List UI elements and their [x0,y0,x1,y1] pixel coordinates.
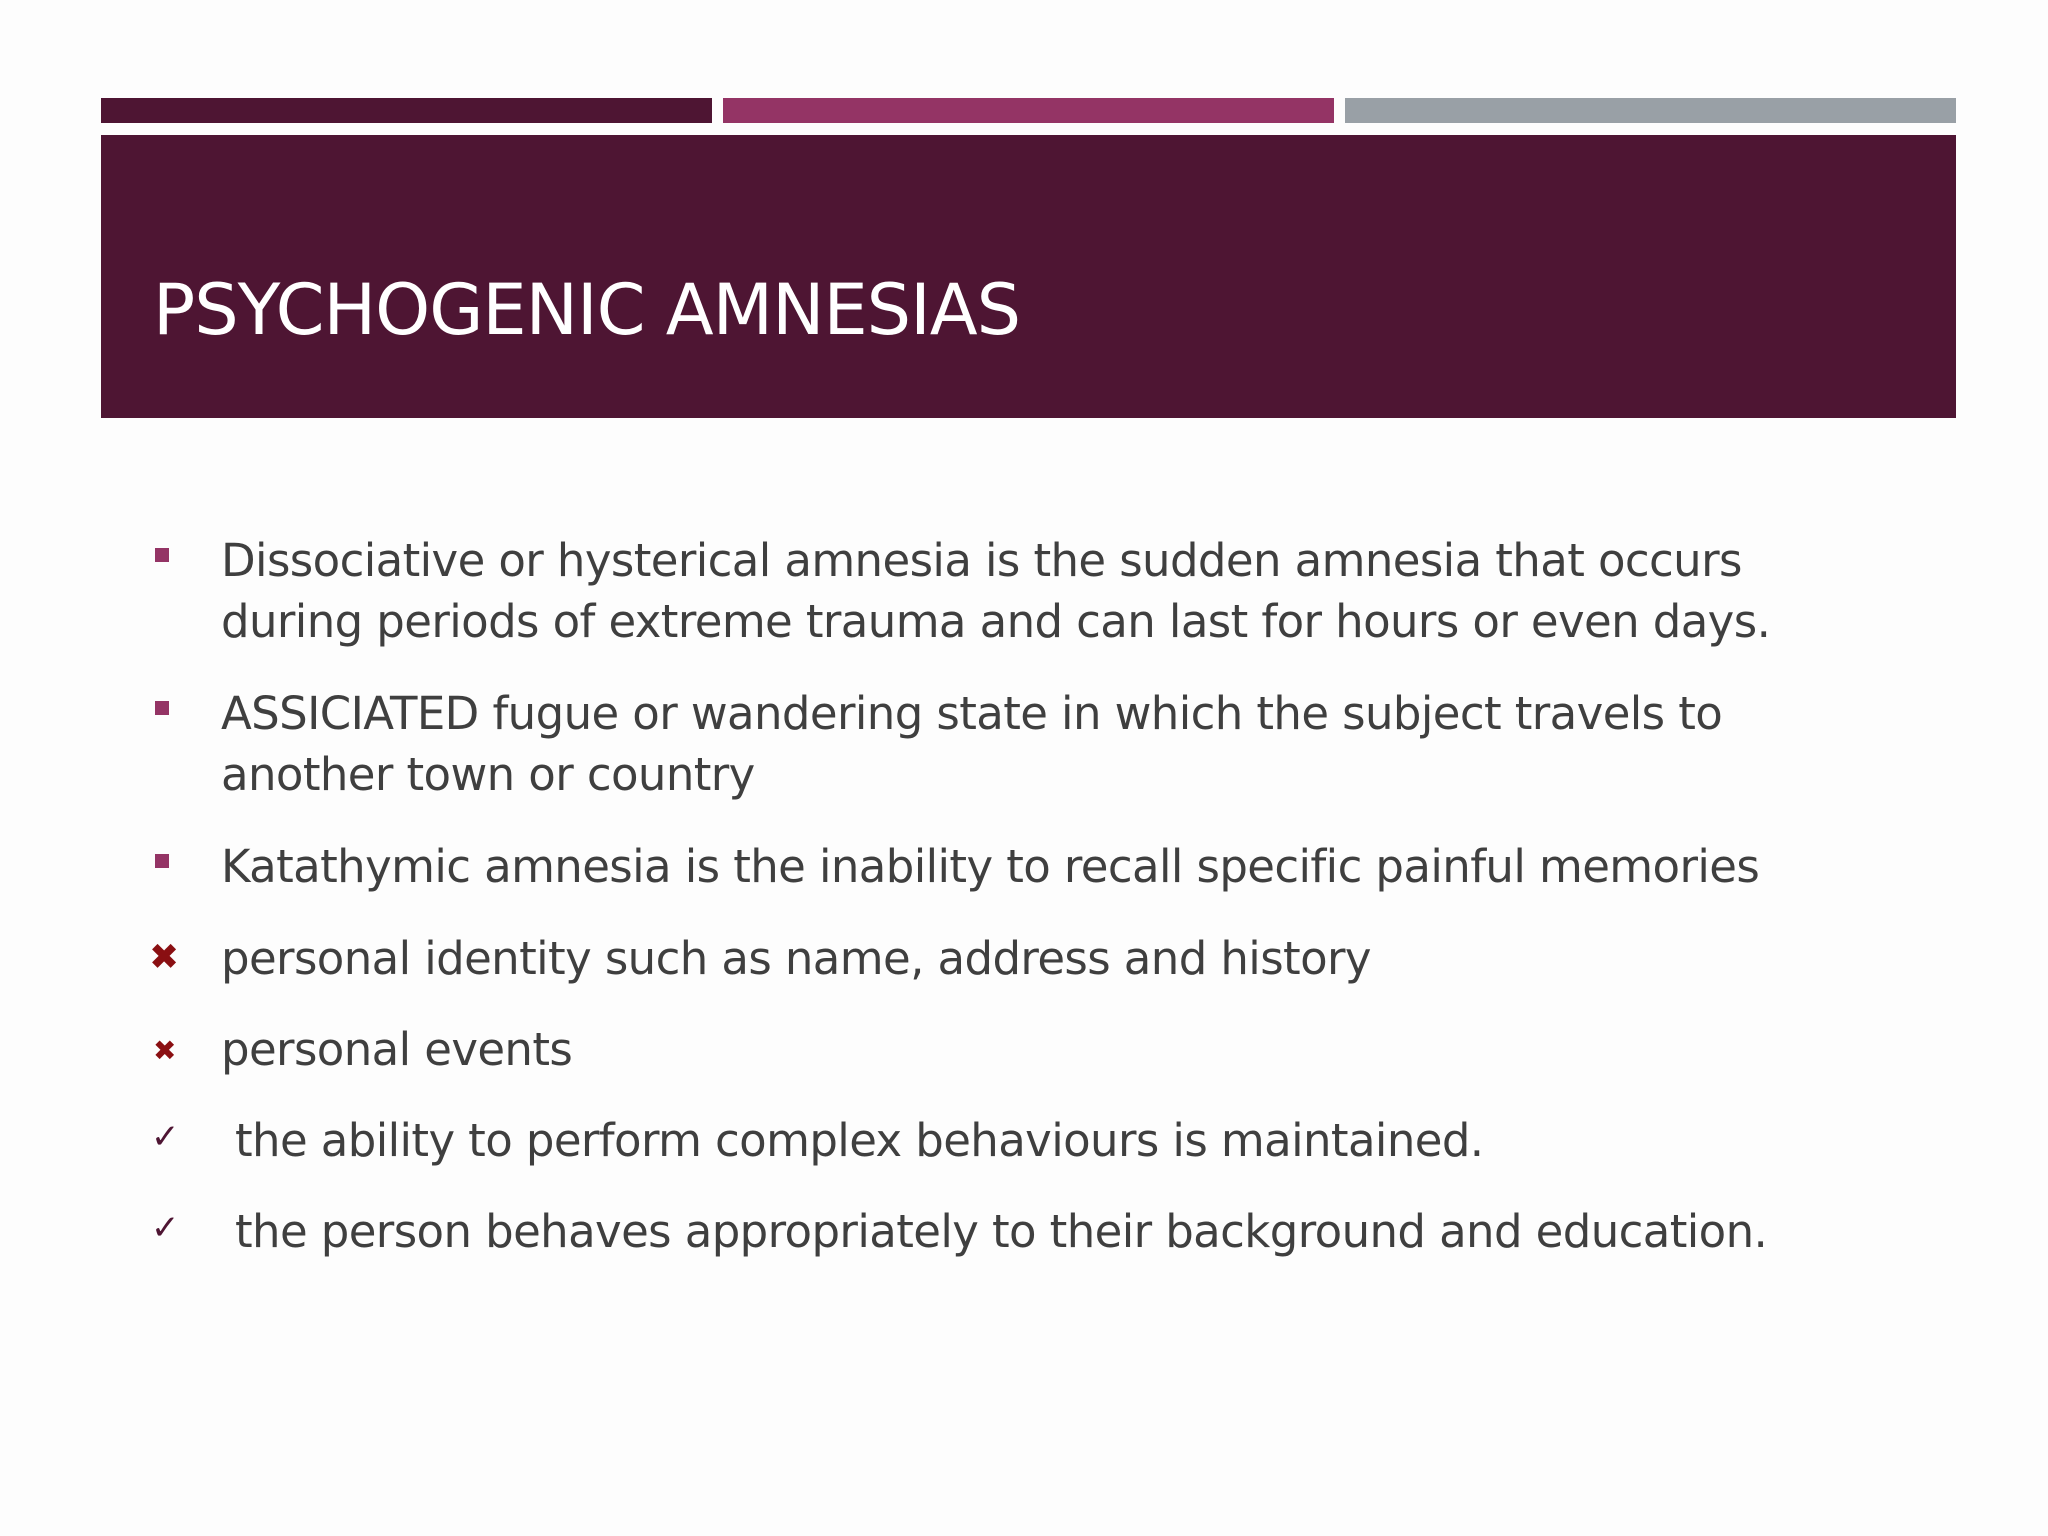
list-item-text: personal events [221,1023,573,1076]
list-item-text: personal identity such as name, address and history [221,932,1371,985]
list-item-text: the person behaves appropriately to their background and education. [235,1205,1768,1258]
list-item-text: ASSICIATED fugue or wandering state in which the subject travels to another town or country [221,687,1723,801]
bullet-list: Dissociative or hysterical amnesia is the sudden amnesia that occurs during periods of extreme trauma and can last for hours or even days. ASSICIATED fugue or wandering state in which the subject travels to another town or country Katathymic amnesia is the inability to recall specific painful memories ✖ personal identity such as name, address and history ✖ personal events ✓ the ability to perform complex behaviours is maintained. ✓ the person behaves appropriately to their background and education. [0,0,2048,1536]
slide-title: PSYCHOGENIC AMNESIAS [153,269,1021,351]
list-item-text: Dissociative or hysterical amnesia is the sudden amnesia that occurs during periods of extreme trauma and can last for hours or even days. [221,534,1771,648]
list-item-text: Katathymic amnesia is the inability to recall specific painful memories [221,840,1760,893]
list-item-text: the ability to perform complex behaviours is maintained. [235,1114,1484,1167]
